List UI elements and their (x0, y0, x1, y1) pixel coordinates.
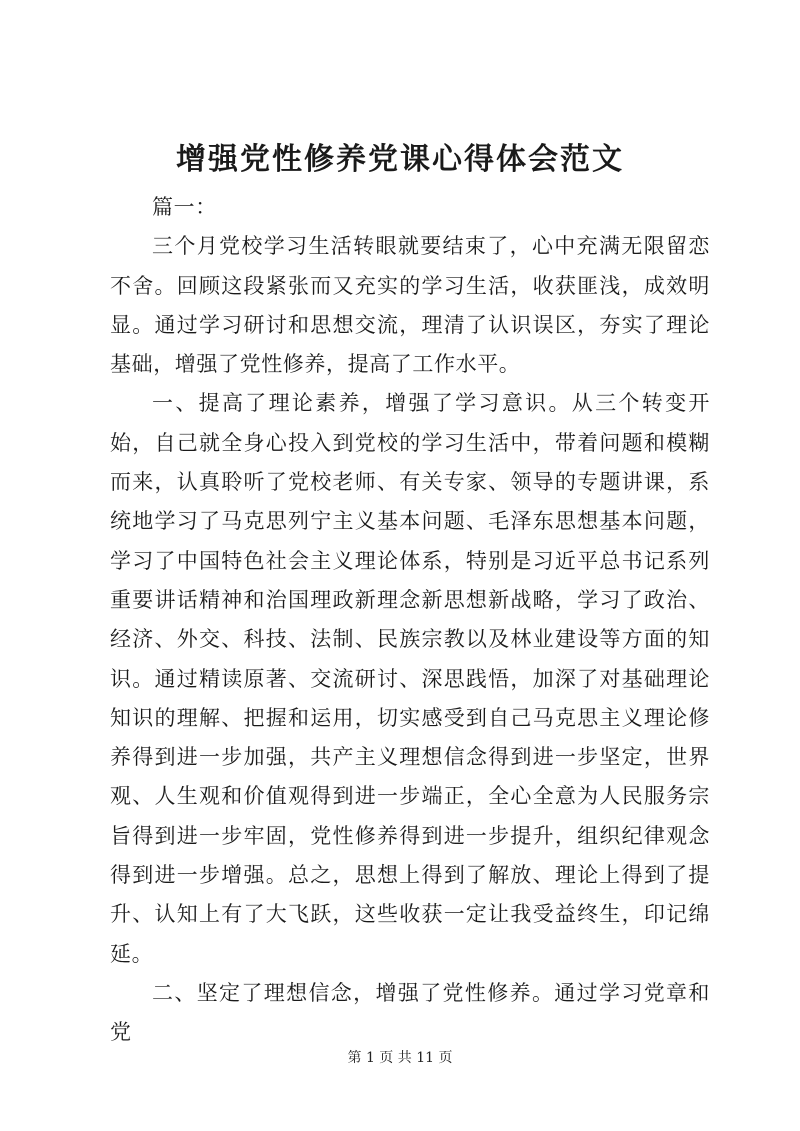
paragraph-point-two: 二、坚定了理想信念，增强了党性修养。通过学习党章和党 (110, 980, 710, 1045)
paragraph-intro: 三个月党校学习生活转眼就要结束了，心中充满无限留恋不舍。回顾这段紧张而又充实的学习生活，收获匪浅，成效明显。通过学习研讨和思想交流，理清了认识误区，夯实了理论基础，增强了党性修养，提高了工作水平。 (110, 234, 710, 377)
document-body (110, 188, 710, 1053)
paragraph-point-one: 一、提高了理论素养，增强了学习意识。从三个转变开始，自己就全身心投入到党校的学习生活中，带着问题和模糊而来，认真聆听了党校老师、有关专家、领导的专题讲课，系统地学习了马克思列宁主义基本问题、毛泽东思想基本问题，学习了中国特色社会主义理论体系，特别是习近平总书记系列重要讲话精神和治国理政新理念新思想新战略，学习了政治、经济、外交、科技、法制、民族宗教以及林业建设等方面的知识。通过精读原著、交流研讨、深思践悟，加深了对基础理论知识的理解、把握和运用，切实感受到自己马克思主义理论修养得到进一步加强，共产主义理想信念得到进一步坚定，世界观、人生观和价值观得到进一步端正，全心全意为人民服务宗旨得到进一步牢固，党性修养得到进一步提升，组织纪律观念得到进一步增强。总之，思想上得到了解放、理论上得到了提升、认知上有了大飞跃，这些收获一定让我受益终生，印记绵延。 (110, 391, 710, 966)
paragraph-section-label: 篇一： (152, 195, 217, 219)
document-title: 增强党性修养党课心得体会范文 (176, 142, 624, 177)
page-number-footer: 第 1 页 共 11 页 (347, 1050, 453, 1066)
